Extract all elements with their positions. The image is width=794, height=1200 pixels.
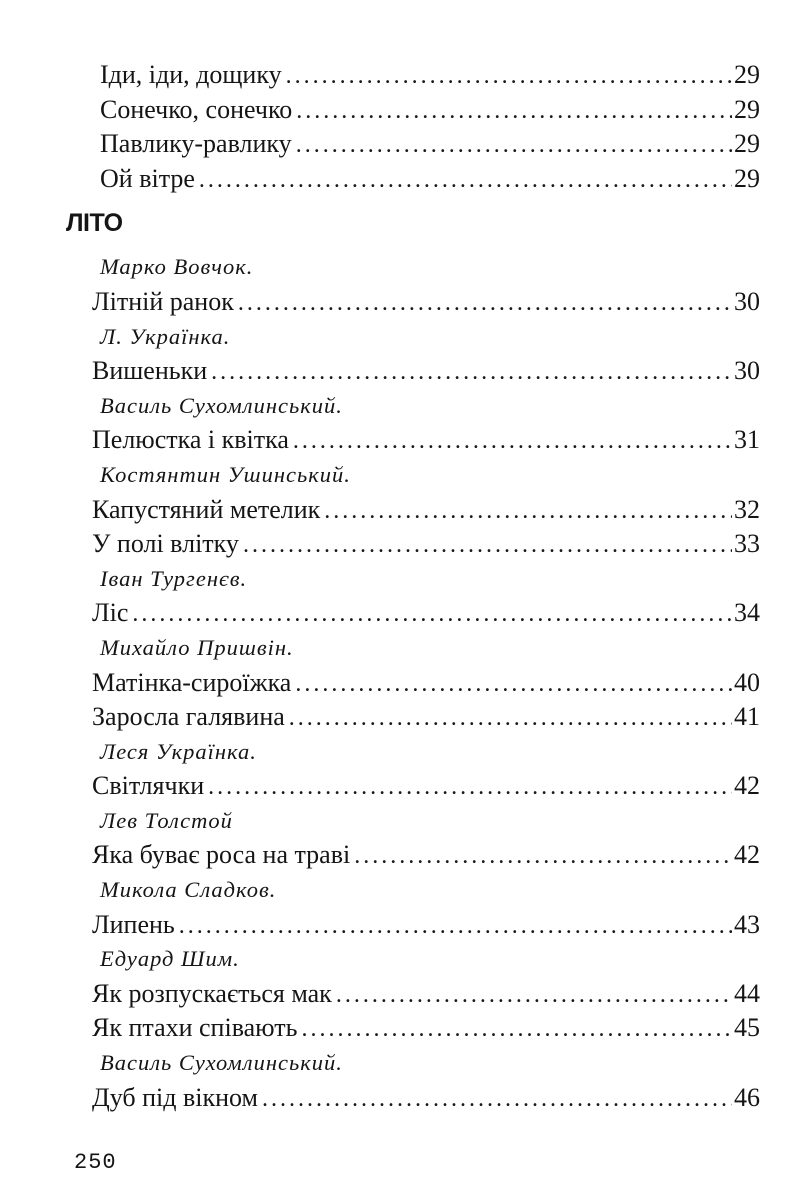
toc-entry — [92, 493, 760, 528]
author-name: Едуард Шим. — [100, 946, 240, 972]
toc-entry — [92, 1081, 760, 1116]
dot-leader — [132, 597, 732, 631]
entry-title: Вишеньки — [92, 356, 208, 386]
author-name: Михайло Пришвін. — [100, 634, 294, 660]
dot-leader — [238, 286, 732, 320]
toc-entry — [100, 58, 760, 93]
toc-entry — [92, 285, 760, 320]
table-of-contents — [60, 58, 760, 1115]
entry-title: Яка буває роса на траві — [92, 840, 351, 870]
entry-title: Ой вітре — [100, 163, 195, 193]
dot-leader — [179, 909, 732, 943]
dot-leader — [301, 1012, 732, 1046]
dot-leader — [296, 128, 732, 162]
entry-page: 33 — [734, 529, 760, 559]
dot-leader — [336, 978, 732, 1012]
section-entries — [60, 250, 760, 1115]
entry-title: Павлику-равлику — [100, 129, 292, 159]
dot-leader — [354, 839, 732, 873]
entry-page: 31 — [734, 425, 760, 455]
author-name: Микола Сладков. — [100, 877, 277, 903]
dot-leader — [293, 424, 732, 458]
entry-page: 29 — [734, 163, 760, 193]
author-name: Костянтин Ушинський. — [100, 461, 351, 487]
author-name: Лев Толстой — [100, 807, 233, 833]
entry-title: Липень — [92, 909, 175, 939]
toc-entry — [92, 354, 760, 389]
entry-page: 40 — [734, 667, 760, 697]
author-name: Іван Тургенєв. — [100, 565, 248, 591]
entry-title: Пелюстка і квітка — [92, 425, 289, 455]
entry-title: Як розпускається мак — [92, 978, 332, 1008]
entry-page: 34 — [734, 598, 760, 628]
author-name: Василь Сухомлинський. — [100, 1050, 343, 1076]
dot-leader — [211, 355, 732, 389]
toc-entry — [92, 596, 760, 631]
dot-leader — [324, 494, 732, 528]
entry-page: 30 — [734, 286, 760, 316]
entry-page: 29 — [734, 94, 760, 124]
dot-leader — [289, 701, 732, 735]
toc-entry — [92, 700, 760, 735]
dot-leader — [243, 528, 732, 562]
toc-entry — [92, 908, 760, 943]
entry-page: 41 — [734, 702, 760, 732]
author-name: Марко Вовчок. — [100, 254, 254, 280]
toc-entry — [92, 666, 760, 701]
entry-page: 29 — [734, 129, 760, 159]
entry-title: Літній ранок — [92, 286, 234, 316]
author-name: Леся Українка. — [100, 738, 257, 764]
entry-page: 45 — [734, 1013, 760, 1043]
entry-page: 29 — [734, 60, 760, 89]
page-number: 250 — [74, 1150, 117, 1175]
toc-entry — [92, 769, 760, 804]
entry-title: Іди, іди, дощику — [100, 60, 282, 89]
toc-entry — [92, 423, 760, 458]
toc-entry — [92, 838, 760, 873]
toc-entry — [100, 162, 760, 197]
top-entries — [60, 58, 760, 196]
toc-entry — [92, 1011, 760, 1046]
dot-leader — [199, 163, 732, 197]
entry-title: Дуб під вікном — [92, 1082, 258, 1112]
entry-title: Сонечко, сонечко — [100, 94, 293, 124]
entry-title: Матінка-сироїжка — [92, 667, 292, 697]
toc-entry — [100, 127, 760, 162]
toc-entry — [100, 93, 760, 128]
section-title: ЛІТО — [66, 209, 123, 238]
dot-leader — [296, 94, 732, 128]
entry-title: Заросла галявина — [92, 702, 285, 732]
entry-page: 30 — [734, 356, 760, 386]
dot-leader — [295, 667, 732, 701]
entry-page: 32 — [734, 494, 760, 524]
entry-title: Ліс — [92, 598, 129, 628]
toc-entry — [92, 977, 760, 1012]
entry-page: 43 — [734, 909, 760, 939]
dot-leader — [208, 770, 732, 804]
entry-title: Як птахи співають — [92, 1013, 298, 1043]
entry-page: 42 — [734, 840, 760, 870]
dot-leader — [286, 59, 732, 93]
toc-entry — [92, 527, 760, 562]
dot-leader — [262, 1082, 732, 1116]
entry-page: 42 — [734, 771, 760, 801]
entry-title: Світлячки — [92, 771, 205, 801]
author-name: Л. Українка. — [100, 323, 231, 349]
entry-title: Капустяний метелик — [92, 494, 321, 524]
author-name: Василь Сухомлинський. — [100, 392, 343, 418]
entry-page: 46 — [734, 1082, 760, 1112]
entry-page: 44 — [734, 978, 760, 1008]
entry-title: У полі влітку — [92, 529, 239, 559]
